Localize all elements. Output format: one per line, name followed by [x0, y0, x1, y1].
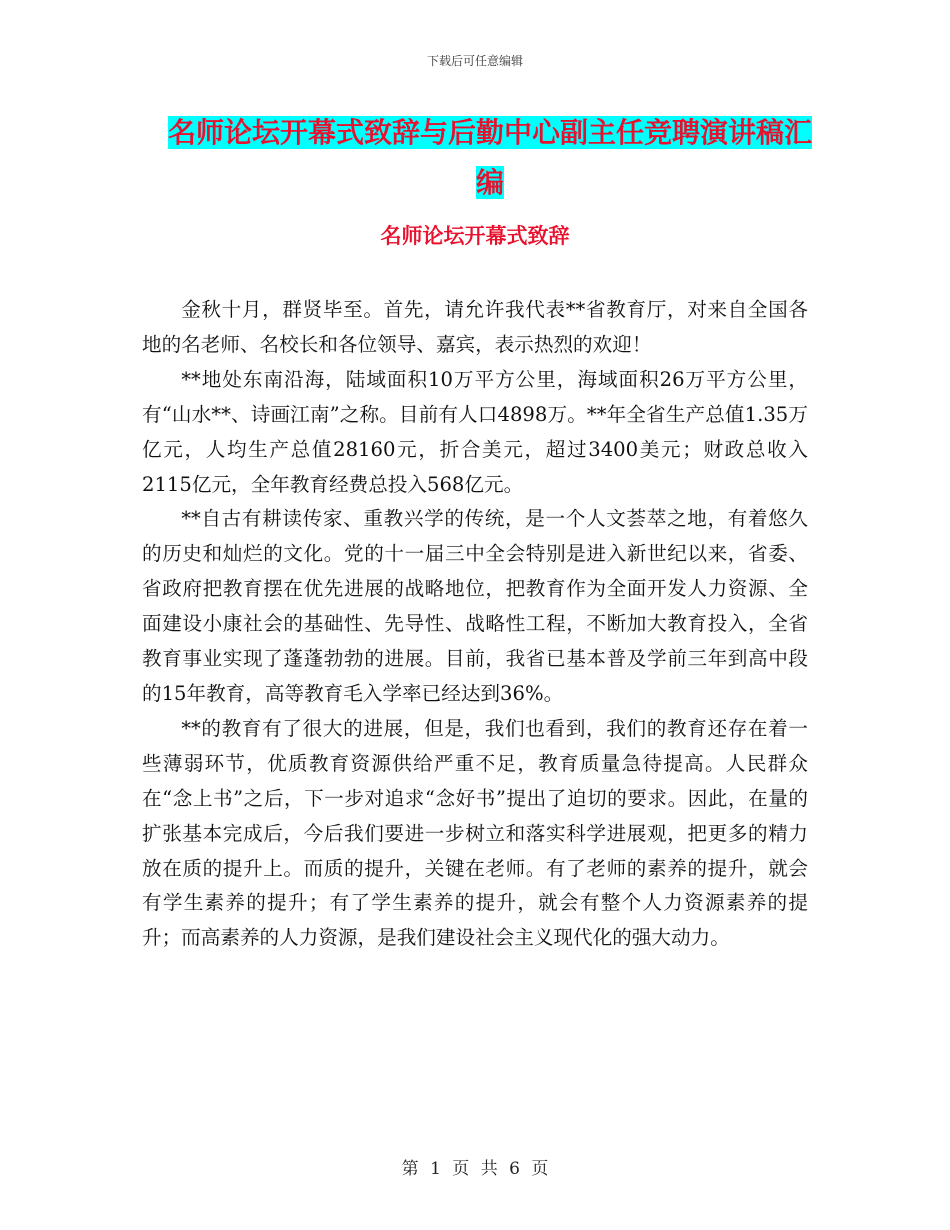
- paragraph: 金秋十月，群贤毕至。首先，请允许我代表**省教育厅，对来自全国各地的名老师、名校长和各位领导、嘉宾，表示热烈的欢迎！: [142, 298, 808, 356]
- page-number-footer: 第 1 页 共 6 页: [401, 1159, 549, 1179]
- document-body: [142, 293, 808, 956]
- paragraph: **地处东南沿海，陆域面积10万平方公里，海域面积26万平方公里，有“山水**、诗画江南”之称。目前有人口4898万。**年全省生产总值1.35万亿元，人均生产总值28160元，折合美元，超过3400美元；财政总收入2115亿元，全年教育经费总投入568亿元。: [142, 367, 808, 496]
- paragraph: **的教育有了很大的进展，但是，我们也看到，我们的教育还存在着一些薄弱环节，优质教育资源供给严重不足，教育质量急待提高。人民群众在“念上书”之后，下一步对追求“念好书”提出了迫切的要求。因此，在量的扩张基本完成后，今后我们要进一步树立和落实科学进展观，把更多的精力放在质的提升上。而质的提升，关键在老师。有了老师的素养的提升，就会有学生素养的提升；有了学生素养的提升，就会有整个人力资源素养的提升；而高素养的人力资源，是我们建设社会主义现代化的强大动力。: [142, 716, 808, 950]
- paragraph: **自古有耕读传家、重教兴学的传统，是一个人文荟萃之地，有着悠久的历史和灿烂的文化。党的十一届三中全会特别是进入新世纪以来，省委、省政府把教育摆在优先进展的战略地位，把教育作为全面开发人力资源、全面建设小康社会的基础性、先导性、战略性工程，不断加大教育投入，全省教育事业实现了蓬蓬勃勃的进展。目前，我省已基本普及学前三年到高中段的15年教育，高等教育毛入学率已经达到36%。: [142, 507, 808, 705]
- section-title: 名师论坛开幕式致辞: [380, 224, 570, 248]
- document-title-text: 名师论坛开幕式致辞与后勤中心副主任竞聘演讲稿汇编: [167, 116, 812, 199]
- header-note: 下载后可任意编辑: [426, 54, 523, 68]
- document-title: [160, 108, 820, 208]
